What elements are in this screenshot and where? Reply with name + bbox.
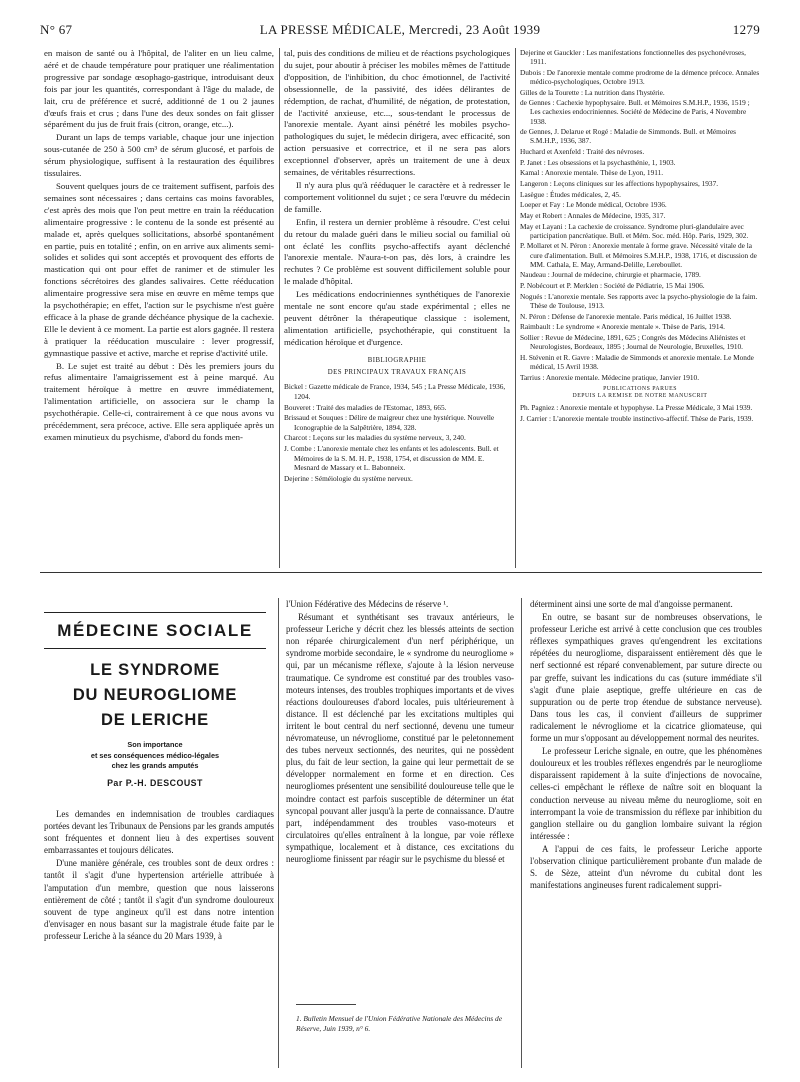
paragraph: Le professeur Leriche signale, en outre, que les phénomènes douloureux et les troubles réflexes engendrés par le neurogliome disparaissent rapidement à la suite d'injections de novocaïne, celles-ci empêchant le réflexe de naître soit en bloquant la conduction nerveuse au niveau même du neurogliome, soit en interrompant la voie de transmission du réflexe par inhibition du ganglion stellaire ou du ganglion lombaire suivant la région intéressée : [530, 746, 762, 841]
reference: Loeper et Fay : Le Monde médical, Octobre 1936. [520, 200, 667, 210]
paragraph: Les demandes en indemnisation de troubles cardiaques portées devant les Tribunaux de Pensions par les grands amputés sont fréquentes et donnent lieu à des expertises souvent embarrassantes et toujours délicates. [44, 809, 274, 856]
article-title: LE SYNDROME DU NEUROGLIOME DE LERICHE [72, 661, 238, 729]
reference: Lasègue : Études médicales, 2, 45. [520, 189, 621, 199]
reference: N. Péron : Défense de l'anorexie mentale. Paris médical, 16 Juillet 1938. [520, 311, 732, 321]
reference: Charcot : Leçons sur les maladies du système nerveux, 3, 240. [284, 433, 466, 443]
paragraph: B. Le sujet est traité au début : Dès les premiers jours du refus alimentaire l'amaigrissement est à peine marqué. Au traitement héroïque à mettre en œuvre immédiatement, l'alimentation artificielle, on associera sur le champ la psychothérapie. Celle-ci, contrairement à ce que nous avons vu précédemment, sera précoce, active. Elle sera appliquée après un examen minutieux du psychisme, d'abord du fonds men- [44, 360, 274, 442]
paragraph: Souvent quelques jours de ce traitement suffisent, parfois des semaines sont nécessaires ; dans certains cas moins favorables, c'est après des mois que l'on peut mettre en train la rééducation alimentaire progressive : le contenu de la sonde est présenté au malade et, après quelques sollicitations, absorbé spontanément en partie, puis en totalité ; enfin, on en arrive aux aliments semi-solides et solides qui sont acceptés et provoquent des efforts de mastication qui ont pour effet de ranimer et de stimuler les fonctions sécrétoires des glandes salivaires. Cette rééducation alimentaire progressive sera mise en œuvre en même temps que la psychothérapie; en effet, l'action sur le psychisme n'est guère efficace à la phase de grande déchéance physique de la cachexie. Elle le devient à ce moment. La partie est alors gagnée. Il restera à pratiquer la rééducation musculaire : lever progressif, gymnastique passive et active, marche et reprise d'activité utile. [44, 180, 274, 358]
paragraph: Résumant et synthétisant ses travaux antérieurs, le professeur Leriche y décrit chez les blessés atteints de section non réparée chirurgicalement d'un nerf périphérique, un syndrome morbide secondaire, le « syndrome du neurogliome » qui, par un mécanisme réflexe, s'ajoute à la lésion nerveuse traumatique. Ce syndrome est constitué par des troubles vaso-moteurs intenses, des troubles trophiques importants et de vives réactions douloureuses d'abord locales, puis ultérieurement à distance. Il est déclenché par les excitations multiples qui irritent le bout central du nerf sectionné, devenu une tumeur névromateuse, un névrogliome, constitué par le peletonnement des tubes nerveux sectionnés, des neurites, qui ne possèdent plus, du fait de leur section, la gaine qui leur permettait de se développer normalement en forme et en direction. Ces neurogliomes présentent une sensibilité douloureuse telle que le moindre contact est parfois susceptible de déterminer un état syncopal pouvant aller jusqu'à la perte de connaissance. D'autre part, indépendamment des troubles vaso-moteurs et circulatoires qu'elles entraînent à la longue, par voie réflexe sympathique, localement et à distance, ces excitations du neurogliome finissent par réagir sur le psychisme du blessé et [286, 612, 514, 864]
reference: Naudeau : Journal de médecine, chirurgie et pharmacie, 1789. [520, 270, 701, 280]
footnote: 1. Bulletin Mensuel de l'Union Fédérative Nationale des Médecins de Réserve, Juin 1939, n° 6. [296, 1014, 502, 1033]
reference: de Gennes, J. Delarue et Rogé : Maladie de Simmonds. Bull. et Mémoires S.M.H.P., 1936, 387. [520, 127, 737, 146]
reference: Dejerine : Séméiologie du système nerveux. [284, 473, 413, 483]
column-divider [515, 48, 516, 568]
reference: Bouveret : Traité des maladies de l'Estomac, 1893, 665. [284, 402, 447, 412]
section-rule [40, 572, 762, 573]
paragraph: En outre, se basant sur de nombreuses observations, le professeur Leriche est arrivé à cette conclusion que ces troubles réflexes sympathiques graves qu'engendrent les excitations répétées du neurogliome, disparaissent entièrement dès que le nerf sectionné est réparé convenablement, par suture directe ou par greffe, suivant les indications du cas (suture immédiate s'il s'agit d'une plaie aseptique, greffe ultérieure en cas de suppuration ou de perte trop étendue de substance nerveuse). Dans tous les cas, il convient d'ailleurs de supprimer radicalement le névrogliome et la cicatrice gliomateuse, qui forme un mur s'opposant au développement normal des neurites. [530, 612, 762, 744]
reference: Bickel : Gazette médicale de France, 1934, 545 ; La Presse Médicale, 1936, 1204. [284, 382, 506, 401]
issue-number: N° 67 [40, 22, 73, 37]
top-column-2 [284, 48, 510, 568]
reference: H. Stévenin et R. Gavre : Maladie de Simmonds et anorexie mentale. Le Monde médical, 15 Avril 1938. [520, 352, 754, 371]
column-divider [279, 48, 280, 568]
paragraph: Durant un laps de temps variable, chaque jour une injection sous-cutanée de 250 à 500 cm³ de sérum glucosé, et parfois de sérum physiologique, suffisent à la restauration des équilibres tissulaires. [44, 132, 274, 179]
paragraph: déterminent ainsi une sorte de mal d'angoisse permanent. [530, 599, 733, 609]
article-subtitle: Son importance et ses conséquences médico-légales chez les grands amputés [90, 740, 220, 770]
top-column-3-bibliography [520, 48, 760, 568]
reference: May et Robert : Annales de Médecine, 1935, 317. [520, 211, 666, 220]
publications-heading: PUBLICATIONS PARUES DEPUIS LA REMISE DE NOTRE MANUSCRIT [572, 385, 708, 400]
reference: Dubois : De l'anorexie mentale comme prodrome de la démence précoce. Annales médico-psychologiques, Octobre 1913. [520, 67, 760, 86]
reference: J. Carrier : L'anorexie mentale trouble instinctivo-affectif. Thèse de Paris, 1939. [520, 414, 754, 424]
reference: Dejerine et Gauckler : Les manifestations fonctionnelles des psychonévroses, 1911. [520, 48, 746, 67]
column-divider [278, 598, 279, 1068]
page-number: 1279 [732, 22, 760, 37]
reference: P. Mollaret et N. Péron : Anorexie mentale à forme grave. Nécessité vitale de la cure d'alimentation. Bull. et Mémoires S.M.H.P., 1938, 1716, et discussion de MM. Cathala, E. May, Armand-Delille, Lereboullet. [520, 241, 757, 269]
reference: P. Nobécourt et P. Merklen : Société de Pédiatrie, 15 Mai 1906. [520, 281, 705, 291]
paragraph: l'Union Fédérative des Médecins de réserve ¹. [286, 599, 449, 609]
page-header [40, 22, 760, 42]
paragraph: D'une manière générale, ces troubles sont de deux ordres : tantôt il s'agit d'une hypertension artérielle attribuée à l'amputation d'un membre, question que nous laisserons entièrement de côté ; tantôt il s'agit d'un syndrome douloureux souvent de type angineux qu'il est dans notre intention d'envisager en nous basant sur la magistrale étude faite par le professeur Leriche à la séance du 20 Mars 1939, à [44, 858, 274, 941]
reference: Nogués : L'anorexie mentale. Ses rapports avec la psycho-physiologie de la faim. Thèse de Toulouse, 1913. [520, 291, 758, 310]
reference: Huchard et Axenfeld : Traité des névroses. [520, 147, 645, 157]
article-column-1 [44, 808, 274, 1066]
reference: Kamal : Anorexie mentale. Thèse de Lyon, 1911. [520, 168, 664, 178]
paragraph: Il n'y aura plus qu'à rééduquer le caractère et à redresser le comportement volitionnel du sujet ; ce sera l'œuvre du médecin de famille. [284, 179, 510, 214]
top-column-1 [44, 48, 274, 568]
bibliography-list [284, 382, 510, 482]
paragraph: Enfin, il restera un dernier problème à résoudre. C'est celui du retour du malade guéri dans le milieu social ou familial où ont éclaté les conflits psycho-affectifs ayant déclenché l'anorexie mentale. N'aura-t-on pas, dès lors, à craindre les rechutes ? Ce problème est souvent difficilement soluble pour le malade d'hôpital. [284, 216, 510, 287]
journal-title: LA PRESSE MÉDICALE, Mercredi, 23 Août 1939 [259, 22, 541, 37]
reference: Brissaud et Souques : Délire de maigreur chez une hystérique. Nouvelle Iconographie de la Salpêtrière, 1894, 328. [284, 413, 495, 432]
article-author: Par P.-H. DESCOUST [107, 778, 203, 788]
article-column-2 [286, 598, 514, 1068]
footnote-rule [296, 1004, 356, 1005]
reference: May et Layani : La cachexie de croissance. Syndrome pluri-glandulaire avec participation pancréatique. Bull. et Mém. Soc. méd. Hôp. Paris, 1929, 302. [520, 221, 749, 240]
section-banner: MÉDECINE SOCIALE [44, 612, 266, 649]
reference: Gilles de la Tourette : La nutrition dans l'hystérie. [520, 87, 665, 97]
reference: Sollier : Revue de Médecine, 1891, 625 ; Congrès des Médecins Aliénistes et Neurologistes, Bordeaux, 1895 ; Journal de Neurologie, Bruxelles, 1910. [520, 332, 746, 352]
column-divider [521, 598, 522, 1068]
bibliography-heading: BIBLIOGRAPHIE DES PRINCIPAUX TRAVAUX FRANÇAIS [327, 356, 467, 376]
paragraph: A l'appui de ces faits, le professeur Leriche apporte l'observation clinique particulièrement probante d'un malade de S. de Sèze, atteint d'un névrome du cubital dont les manifestations angineuses furent radicalement suppri- [530, 843, 762, 891]
reference: Raimbault : Le syndrome « Anorexie mentale ». Thèse de Paris, 1914. [520, 322, 725, 332]
paragraph: Les médications endocriniennes synthétiques de l'anorexie mentale ne sont encore qu'au stade expérimental ; elles ne peuvent détrôner la thérapeutique classique : isolement, alimentation artificielle, psychothérapie, qui constituent la médication héroïque et d'urgence. [284, 289, 510, 347]
reference: Tarrius : Anorexie mentale. Médecine pratique, Janvier 1910. [520, 372, 700, 382]
reference: P. Janet : Les obsessions et la psychasthénie, 1, 1903. [520, 157, 676, 167]
paragraph: en maison de santé ou à l'hôpital, de l'aliter en un lieu calme, aéré et de chaude température pour pratiquer une réalimentation progressive par sondage œsophago-gastrique, introduisant deux fois par jour les quantités, correspondant à l'âge du malade, de lait, cru de préférence et sucré, additionné de 1 ou 2 jaunes d'œufs frais et crus ; dans l'une des deux sondes on fait glisser séparément du jus de fruit frais (citron, orange, etc...). [44, 48, 274, 130]
reference: de Gennes : Cachexie hypophysaire. Bull. et Mémoires S.M.H.P., 1936, 1519 ; Les cachexies endocriniennes. Société de Médecine de Paris, 4 Novembre 1938. [520, 98, 750, 126]
reference: Langeron : Leçons cliniques sur les affections hypophysaires, 1937. [520, 179, 719, 189]
paragraph: tal, puis des conditions de milieu et de réactions psychologiques du sujet, pour aboutir à préciser les mobiles mêmes de l'attitude d'opposition, de l'inhibition, du choc émotionnel, de l'activité obsessionnelle, de la passivité, des idées délirantes de rédemption, de rachat, d'humilité, de négation, de protestation, de l'activité anxieuse, etc..., sous-tendant le processus de l'anorexie mentale. Ayant ainsi pénétré les mobiles psycho-pathologiques du sujet, le médecin dirigera, avec efficacité, son action persuasive et correctrice, et il ne sera pas alors exceptionnel d'observer, après un traitement de une à deux semaines, de véritables résurrections. [284, 48, 510, 178]
reference: Ph. Pagniez : Anorexie mentale et hypophyse. La Presse Médicale, 3 Mai 1939. [520, 403, 753, 413]
article-column-3 [530, 598, 762, 1068]
reference: J. Combe : L'anorexie mentale chez les enfants et les adolescents. Bull. et Mémoires de la S. M. H. P., 1938, 1754, et discussion de MM. E. Mesnard de Massary et L. Babonneix. [284, 444, 499, 472]
